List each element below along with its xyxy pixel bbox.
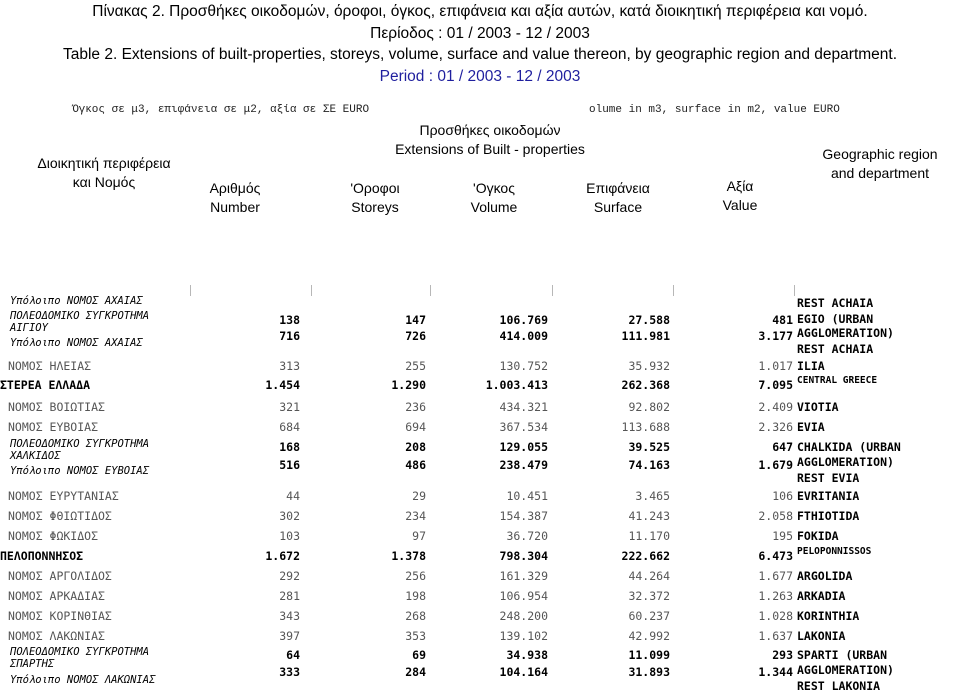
header-storeys: [330, 179, 420, 217]
table-cell-volume: 367.534: [499, 420, 548, 434]
table-cell-storeys: 486: [405, 458, 426, 472]
header-value-english: Value: [722, 197, 758, 213]
table-cell-surface: 3.465: [635, 489, 670, 503]
table-row-label: ΝΟΜΟΣ ΗΛΕΙΑΣ: [8, 359, 92, 373]
table-row-region-en: REST ACHAIA: [797, 296, 874, 310]
table-row-label: ΠΟΛΕΟΔΟΜΙΚΟ ΣΥΓΚΡΟΤΗΜΑ: [10, 438, 150, 450]
table-cell-storeys: 256: [405, 569, 426, 583]
table-cell-value: 106: [772, 489, 793, 503]
table-cell-surface: 39.525: [628, 440, 670, 454]
table-cell-surface: 113.688: [621, 420, 670, 434]
table-cell-surface: 74.163: [628, 458, 670, 472]
units-greek: Όγκος σε μ3, επιφάνεια σε μ2, αξία σε ΣΕ EURO: [72, 104, 370, 116]
table-cell-volume: 248.200: [499, 609, 548, 623]
table-cell-value: 2.409: [758, 400, 793, 414]
table-cell-storeys: 208: [405, 440, 426, 454]
table-cell-value: 2.326: [758, 420, 793, 434]
table-cell-surface: 32.372: [628, 589, 670, 603]
table-row-region-en: FOKIDA: [797, 529, 839, 543]
table-row-region-en: PELOPONNISSOS: [797, 546, 872, 557]
table-cell-volume: 104.164: [499, 665, 548, 679]
table-row-region-en: CENTRAL GREECE: [797, 375, 878, 386]
table-row-region-en: VIOTIA: [797, 400, 839, 414]
table-row-region-en: REST ACHAIA: [797, 342, 874, 356]
table-row-region-en: CHALKIDA (URBAN: [797, 440, 901, 454]
table-cell-volume: 414.009: [499, 329, 548, 343]
table-row-region-en: KORINTHIA: [797, 609, 860, 623]
table-cell-storeys: 1.290: [391, 378, 426, 392]
table-cell-value: 2.058: [758, 509, 793, 523]
table-cell-storeys: 255: [405, 359, 426, 373]
table-row-label: ΝΟΜΟΣ ΦΩΚΙΔΟΣ: [8, 529, 99, 543]
table-cell-value: 7.095: [758, 378, 793, 392]
table-cell-number: 103: [279, 529, 300, 543]
table-cell-volume: 238.479: [499, 458, 548, 472]
table-cell-volume: 434.321: [499, 400, 548, 414]
header-surface-english: Surface: [593, 199, 643, 215]
table-cell-surface: 42.992: [628, 629, 670, 643]
table-row-label: ΝΟΜΟΣ ΒΟΙΩΤΙΑΣ: [8, 400, 105, 414]
table-cell-storeys: 147: [405, 313, 426, 327]
table-cell-storeys: 694: [405, 420, 426, 434]
table-cell-surface: 44.264: [628, 569, 670, 583]
table-cell-volume: 106.769: [499, 313, 548, 327]
table-cell-value: 1.677: [758, 569, 793, 583]
table-cell-value: 1.028: [758, 609, 793, 623]
header-storeys-greek: 'Οροφοι: [350, 180, 400, 196]
table-cell-storeys: 234: [405, 509, 426, 523]
table-row-label: ΝΟΜΟΣ ΑΡΓΟΛΙΔΟΣ: [8, 569, 112, 583]
table-cell-number: 516: [279, 458, 300, 472]
table-cell-volume: 10.451: [506, 489, 548, 503]
table-cell-volume: 154.387: [499, 509, 548, 523]
column-divider: [430, 285, 431, 296]
header-value: [695, 177, 785, 215]
header-number: [190, 179, 280, 217]
header-group: [340, 121, 640, 159]
table-cell-storeys: 29: [412, 489, 426, 503]
table-row-label: ΝΟΜΟΣ ΦΘΙΩΤΙΔΟΣ: [8, 509, 112, 523]
header-number-english: Number: [210, 199, 260, 215]
title-english: Table 2. Extensions of built-properties, storeys, volume, surface and value thereon, by geographic region and department.: [62, 46, 898, 63]
table-row-label: ΣΤΕΡΕΑ ΕΛΛΑΔΑ: [0, 378, 91, 392]
header-surface-greek: Επιφάνεια: [586, 180, 650, 196]
header-volume: [449, 179, 539, 217]
table-cell-surface: 111.981: [621, 329, 670, 343]
column-divider: [311, 285, 312, 296]
title-greek: Πίνακας 2. Προσθήκες οικοδομών, όροφοι, όγκος, επιφάνεια και αξία αυτών, κατά διοικητική περιφέρεια και νομό.: [92, 3, 868, 20]
table-cell-number: 138: [279, 313, 300, 327]
table-row-region-en: REST EVIA: [797, 471, 860, 485]
table-cell-number: 44: [286, 489, 300, 503]
title-block: [0, 0, 960, 87]
table-row-region-en: AGGLOMERATION): [797, 455, 894, 469]
table-cell-number: 292: [279, 569, 300, 583]
table-cell-value: 195: [772, 529, 793, 543]
table-cell-number: 1.454: [265, 378, 300, 392]
table-cell-surface: 92.802: [628, 400, 670, 414]
table-cell-surface: 262.368: [621, 378, 670, 392]
table-cell-number: 313: [279, 359, 300, 373]
table-cell-volume: 34.938: [506, 648, 548, 662]
table-cell-surface: 41.243: [628, 509, 670, 523]
table-row-label: ΠΟΛΕΟΔΟΜΙΚΟ ΣΥΓΚΡΟΤΗΜΑ: [10, 310, 150, 322]
table-cell-surface: 31.893: [628, 665, 670, 679]
table-cell-volume: 130.752: [499, 359, 548, 373]
table-row-region-en: ARKADIA: [797, 589, 846, 603]
table-row-region-en: LAKONIA: [797, 629, 846, 643]
table-row-region-en: ILIA: [797, 359, 825, 373]
table-cell-value: 481: [772, 313, 793, 327]
table-cell-volume: 161.329: [499, 569, 548, 583]
table-row-label: ΝΟΜΟΣ ΛΑΚΩΝΙΑΣ: [8, 629, 105, 643]
table-cell-volume: 129.055: [499, 440, 548, 454]
table-cell-number: 302: [279, 509, 300, 523]
table-cell-value: 1.679: [758, 458, 793, 472]
table-cell-number: 281: [279, 589, 300, 603]
table-cell-surface: 35.932: [628, 359, 670, 373]
header-volume-greek: 'Ογκος: [473, 180, 515, 196]
column-divider: [673, 285, 674, 296]
table-row-label: ΠΟΛΕΟΔΟΜΙΚΟ ΣΥΓΚΡΟΤΗΜΑ: [10, 646, 150, 658]
table-cell-number: 397: [279, 629, 300, 643]
table-cell-volume: 139.102: [499, 629, 548, 643]
header-region-english: [800, 145, 960, 183]
table-cell-volume: 798.304: [499, 549, 548, 563]
table-cell-number: 684: [279, 420, 300, 434]
table-cell-volume: 106.954: [499, 589, 548, 603]
header-number-greek: Αριθμός: [209, 180, 261, 196]
table-cell-value: 1.637: [758, 629, 793, 643]
column-divider: [552, 285, 553, 296]
table-row-region-en: REST LAKONIA: [797, 679, 881, 693]
header-region-english-line1: Geographic region: [822, 146, 938, 162]
table-cell-storeys: 268: [405, 609, 426, 623]
table-row-region-en: EVRITANIA: [797, 489, 860, 503]
table-cell-volume: 1.003.413: [485, 378, 548, 392]
table-row-region-en: AGGLOMERATION): [797, 663, 894, 677]
table-row-region-en: AGGLOMERATION): [797, 326, 894, 340]
header-region-greek-line1: Διοικητική περιφέρεια: [37, 155, 171, 171]
table-cell-number: 343: [279, 609, 300, 623]
period-english: Period : 01 / 2003 - 12 / 2003: [379, 67, 581, 85]
table-cell-number: 1.672: [265, 549, 300, 563]
table-row-label: ΝΟΜΟΣ ΕΥΒΟΙΑΣ: [8, 420, 99, 434]
table-cell-surface: 11.170: [628, 529, 670, 543]
header-volume-english: Volume: [470, 199, 518, 215]
table-cell-value: 1.344: [758, 665, 793, 679]
table-cell-value: 3.177: [758, 329, 793, 343]
table-row-region-en: ARGOLIDA: [797, 569, 853, 583]
table-row-label: ΝΟΜΟΣ ΚΟΡΙΝΘΙΑΣ: [8, 609, 112, 623]
table-cell-number: 168: [279, 440, 300, 454]
table-row-label: ΝΟΜΟΣ ΑΡΚΑΔΙΑΣ: [8, 589, 105, 603]
table-cell-storeys: 69: [412, 648, 426, 662]
period-greek: Περίοδος : 01 / 2003 - 12 / 2003: [370, 24, 590, 42]
table-cell-storeys: 284: [405, 665, 426, 679]
header-region-english-line2: and department: [830, 165, 930, 181]
table-cell-surface: 60.237: [628, 609, 670, 623]
table-cell-storeys: 198: [405, 589, 426, 603]
table-cell-surface: 27.588: [628, 313, 670, 327]
table-cell-value: 293: [772, 648, 793, 662]
header-value-greek: Αξία: [726, 178, 754, 194]
units-english: olume in m3, surface in m2, value EURO: [589, 104, 840, 116]
header-group-greek: Προσθήκες οικοδομών: [419, 122, 561, 138]
table-row-label: Υπόλοιπο ΝΟΜΟΣ ΑΧΑΙΑΣ: [10, 337, 143, 349]
table-row-label: Υπόλοιπο ΝΟΜΟΣ ΕΥΒΟΙΑΣ: [10, 465, 150, 477]
table-cell-volume: 36.720: [506, 529, 548, 543]
table-row-label: ΝΟΜΟΣ ΕΥΡΥΤΑΝΙΑΣ: [8, 489, 119, 503]
table-cell-value: 1.263: [758, 589, 793, 603]
table-cell-number: 321: [279, 400, 300, 414]
table-cell-surface: 11.099: [628, 648, 670, 662]
table-cell-number: 716: [279, 329, 300, 343]
table-row-region-en: EGIO (URBAN: [797, 312, 874, 326]
table-cell-value: 647: [772, 440, 793, 454]
header-region-greek: [0, 154, 208, 192]
table-cell-storeys: 236: [405, 400, 426, 414]
table-row-label: ΧΑΛΚΙΔΟΣ: [10, 450, 61, 462]
table-cell-value: 6.473: [758, 549, 793, 563]
table-row-label: ΑΙΓΙΟΥ: [10, 322, 48, 334]
column-divider: [190, 285, 191, 296]
table-cell-surface: 222.662: [621, 549, 670, 563]
table-cell-storeys: 1.378: [391, 549, 426, 563]
header-region-greek-line2: και Νομός: [72, 174, 136, 190]
table-cell-number: 64: [286, 648, 300, 662]
table-cell-storeys: 97: [412, 529, 426, 543]
table-cell-number: 333: [279, 665, 300, 679]
table-cell-storeys: 353: [405, 629, 426, 643]
header-storeys-english: Storeys: [351, 199, 399, 215]
header-group-english: Extensions of Built - properties: [395, 141, 585, 157]
table-row-region-en: FTHIOTIDA: [797, 509, 860, 523]
table-cell-storeys: 726: [405, 329, 426, 343]
table-cell-value: 1.017: [758, 359, 793, 373]
table-row-label: Υπόλοιπο ΝΟΜΟΣ ΛΑΚΩΝΙΑΣ: [10, 674, 156, 686]
table-row-label: ΠΕΛΟΠΟΝΝΗΣΟΣ: [0, 549, 84, 563]
table-row-region-en: SPARTI (URBAN: [797, 648, 888, 662]
table-row-region-en: EVIA: [797, 420, 825, 434]
table-row-label: Υπόλοιπο ΝΟΜΟΣ ΑΧΑΙΑΣ: [10, 295, 143, 307]
column-divider: [794, 285, 795, 296]
header-surface: [568, 179, 668, 217]
table-row-label: ΣΠΑΡΤΗΣ: [10, 658, 55, 670]
